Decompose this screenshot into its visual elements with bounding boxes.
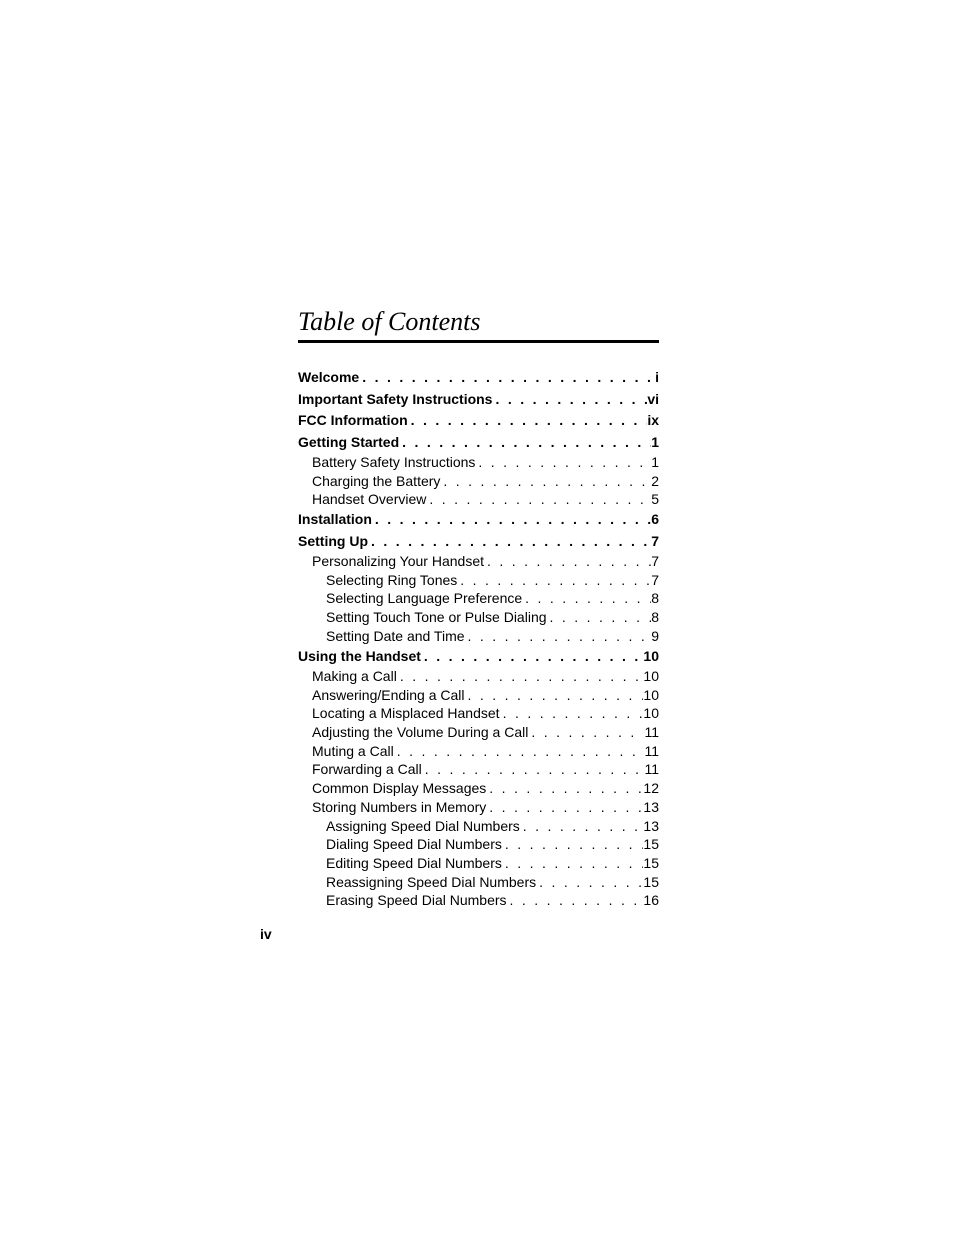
dot-leader [465, 627, 652, 646]
toc-entry[interactable] [298, 760, 659, 779]
toc-entry-page: 16 [643, 892, 659, 909]
toc-entry-page: 5 [651, 491, 659, 508]
toc-entry-page: 6 [651, 511, 659, 528]
toc-entry[interactable] [298, 432, 659, 454]
toc-entry[interactable] [298, 742, 659, 761]
toc-entry-label: Using the Handset [298, 647, 421, 664]
toc-entry-label: Setting Up [298, 532, 368, 549]
dot-leader [486, 798, 643, 817]
dot-leader [484, 552, 651, 571]
toc-entry-label: Installation [298, 511, 372, 528]
toc-entry-page: 8 [651, 590, 659, 607]
toc-entry-page: 2 [651, 472, 659, 489]
toc-entry-page: 10 [643, 647, 659, 664]
toc-entry[interactable] [298, 798, 659, 817]
toc-entry-label: Muting a Call [312, 742, 394, 759]
toc-entry-page: 7 [651, 532, 659, 549]
toc-entry[interactable] [298, 704, 659, 723]
toc-entry-page: 11 [644, 742, 659, 759]
toc-entry[interactable] [298, 531, 659, 553]
toc-entry-page: 1 [651, 454, 659, 470]
dot-leader [368, 531, 651, 553]
toc-entry-label: Storing Numbers in Memory [312, 798, 487, 815]
toc-entry[interactable] [298, 509, 659, 531]
toc-entry-label: Battery Safety Instructions [312, 454, 476, 470]
toc-entry-label: FCC Information [298, 412, 408, 428]
toc-entry[interactable] [298, 667, 659, 686]
dot-leader [492, 389, 647, 411]
dot-leader [465, 686, 644, 705]
dot-leader [520, 817, 644, 836]
toc-entry-label: Common Display Messages [312, 780, 487, 797]
toc-entry[interactable] [298, 723, 659, 742]
toc-entry[interactable] [298, 891, 659, 910]
dot-leader [397, 667, 644, 686]
toc-entry-page: 15 [643, 854, 659, 871]
toc-entry-page: 15 [643, 873, 659, 890]
dot-leader [502, 835, 644, 854]
toc-entry-page: 13 [643, 817, 659, 834]
dot-leader [457, 571, 651, 590]
toc-entry-page: vi [647, 390, 659, 407]
toc-entry-page: 10 [643, 705, 659, 722]
toc-entry-page: 10 [643, 668, 659, 684]
toc-entry[interactable] [298, 552, 659, 571]
page-number: iv [260, 926, 272, 942]
dot-leader [359, 367, 655, 389]
toc-entry-label: Erasing Speed Dial Numbers [326, 892, 507, 909]
dot-leader [547, 608, 652, 627]
toc-entry-page: 9 [651, 627, 659, 644]
toc-entry[interactable] [298, 873, 659, 892]
title-rule [298, 340, 659, 343]
dot-leader [426, 490, 651, 509]
dot-leader [522, 589, 651, 608]
toc-entry-page: 7 [651, 571, 659, 588]
dot-leader [372, 509, 651, 531]
toc-entry[interactable] [298, 410, 659, 432]
toc-entry-label: Getting Started [298, 433, 400, 450]
toc-list [298, 367, 659, 910]
dot-leader [394, 742, 645, 761]
page-title: Table of Contents [298, 307, 481, 336]
toc-entry-label: Answering/Ending a Call [312, 686, 465, 703]
toc-entry[interactable] [298, 490, 659, 509]
toc-entry-page: 15 [643, 836, 659, 853]
toc-entry[interactable] [298, 589, 659, 608]
toc-entry-label: Assigning Speed Dial Numbers [326, 817, 520, 834]
toc-entry-label: Selecting Ring Tones [326, 571, 458, 588]
toc-entry-label: Charging the Battery [312, 472, 441, 489]
toc-entry-label: Dialing Speed Dial Numbers [326, 836, 502, 853]
dot-leader [399, 432, 651, 454]
toc-entry[interactable] [298, 367, 659, 389]
toc-entry[interactable] [298, 571, 659, 590]
toc-entry-label: Setting Date and Time [326, 627, 465, 644]
toc-entry-label: Forwarding a Call [312, 761, 422, 778]
toc-entry-label: Setting Touch Tone or Pulse Dialing [326, 609, 547, 626]
toc-entry-page: 7 [651, 553, 659, 570]
dot-leader [528, 723, 644, 742]
toc-entry-page: 8 [651, 609, 659, 626]
toc-entry-page: 11 [644, 724, 659, 741]
toc-entry-page: 13 [643, 798, 659, 815]
toc-entry-page: 1 [651, 433, 659, 450]
toc-entry[interactable] [298, 472, 659, 491]
toc-entry[interactable] [298, 453, 659, 472]
toc-entry[interactable] [298, 779, 659, 798]
toc-entry-label: Locating a Misplaced Handset [312, 705, 500, 722]
toc-entry[interactable] [298, 817, 659, 836]
toc-entry[interactable] [298, 627, 659, 646]
toc-entry-label: Reassigning Speed Dial Numbers [326, 873, 537, 890]
dot-leader [536, 873, 643, 892]
toc-entry-label: Selecting Language Preference [326, 590, 523, 607]
toc-entry-label: Making a Call [312, 668, 397, 684]
toc-entry[interactable] [298, 389, 659, 411]
toc-entry-page: ix [647, 412, 659, 428]
dot-leader [475, 453, 651, 472]
toc-entry-label: Adjusting the Volume During a Call [312, 724, 529, 741]
dot-leader [421, 646, 644, 668]
toc-entry-label: Editing Speed Dial Numbers [326, 854, 502, 871]
toc-entry[interactable] [298, 646, 659, 668]
toc-entry[interactable] [298, 854, 659, 873]
toc-entry-label: Important Safety Instructions [298, 390, 493, 407]
toc-entry[interactable] [298, 686, 659, 705]
toc-entry-label: Personalizing Your Handset [312, 553, 485, 570]
dot-leader [422, 760, 645, 779]
dot-leader [500, 704, 644, 723]
dot-leader [486, 779, 643, 798]
dot-leader [408, 410, 648, 432]
toc-entry-page: 10 [643, 686, 659, 703]
toc-entry[interactable] [298, 608, 659, 627]
dot-leader [502, 854, 644, 873]
dot-leader [440, 472, 651, 491]
toc-entry-label: Welcome [298, 369, 360, 385]
toc-entry-page: i [655, 369, 659, 385]
dot-leader [507, 891, 644, 910]
toc-entry-label: Handset Overview [312, 491, 427, 508]
toc-entry[interactable] [298, 835, 659, 854]
toc-entry-page: 11 [644, 761, 659, 778]
toc-entry-page: 12 [643, 780, 659, 797]
